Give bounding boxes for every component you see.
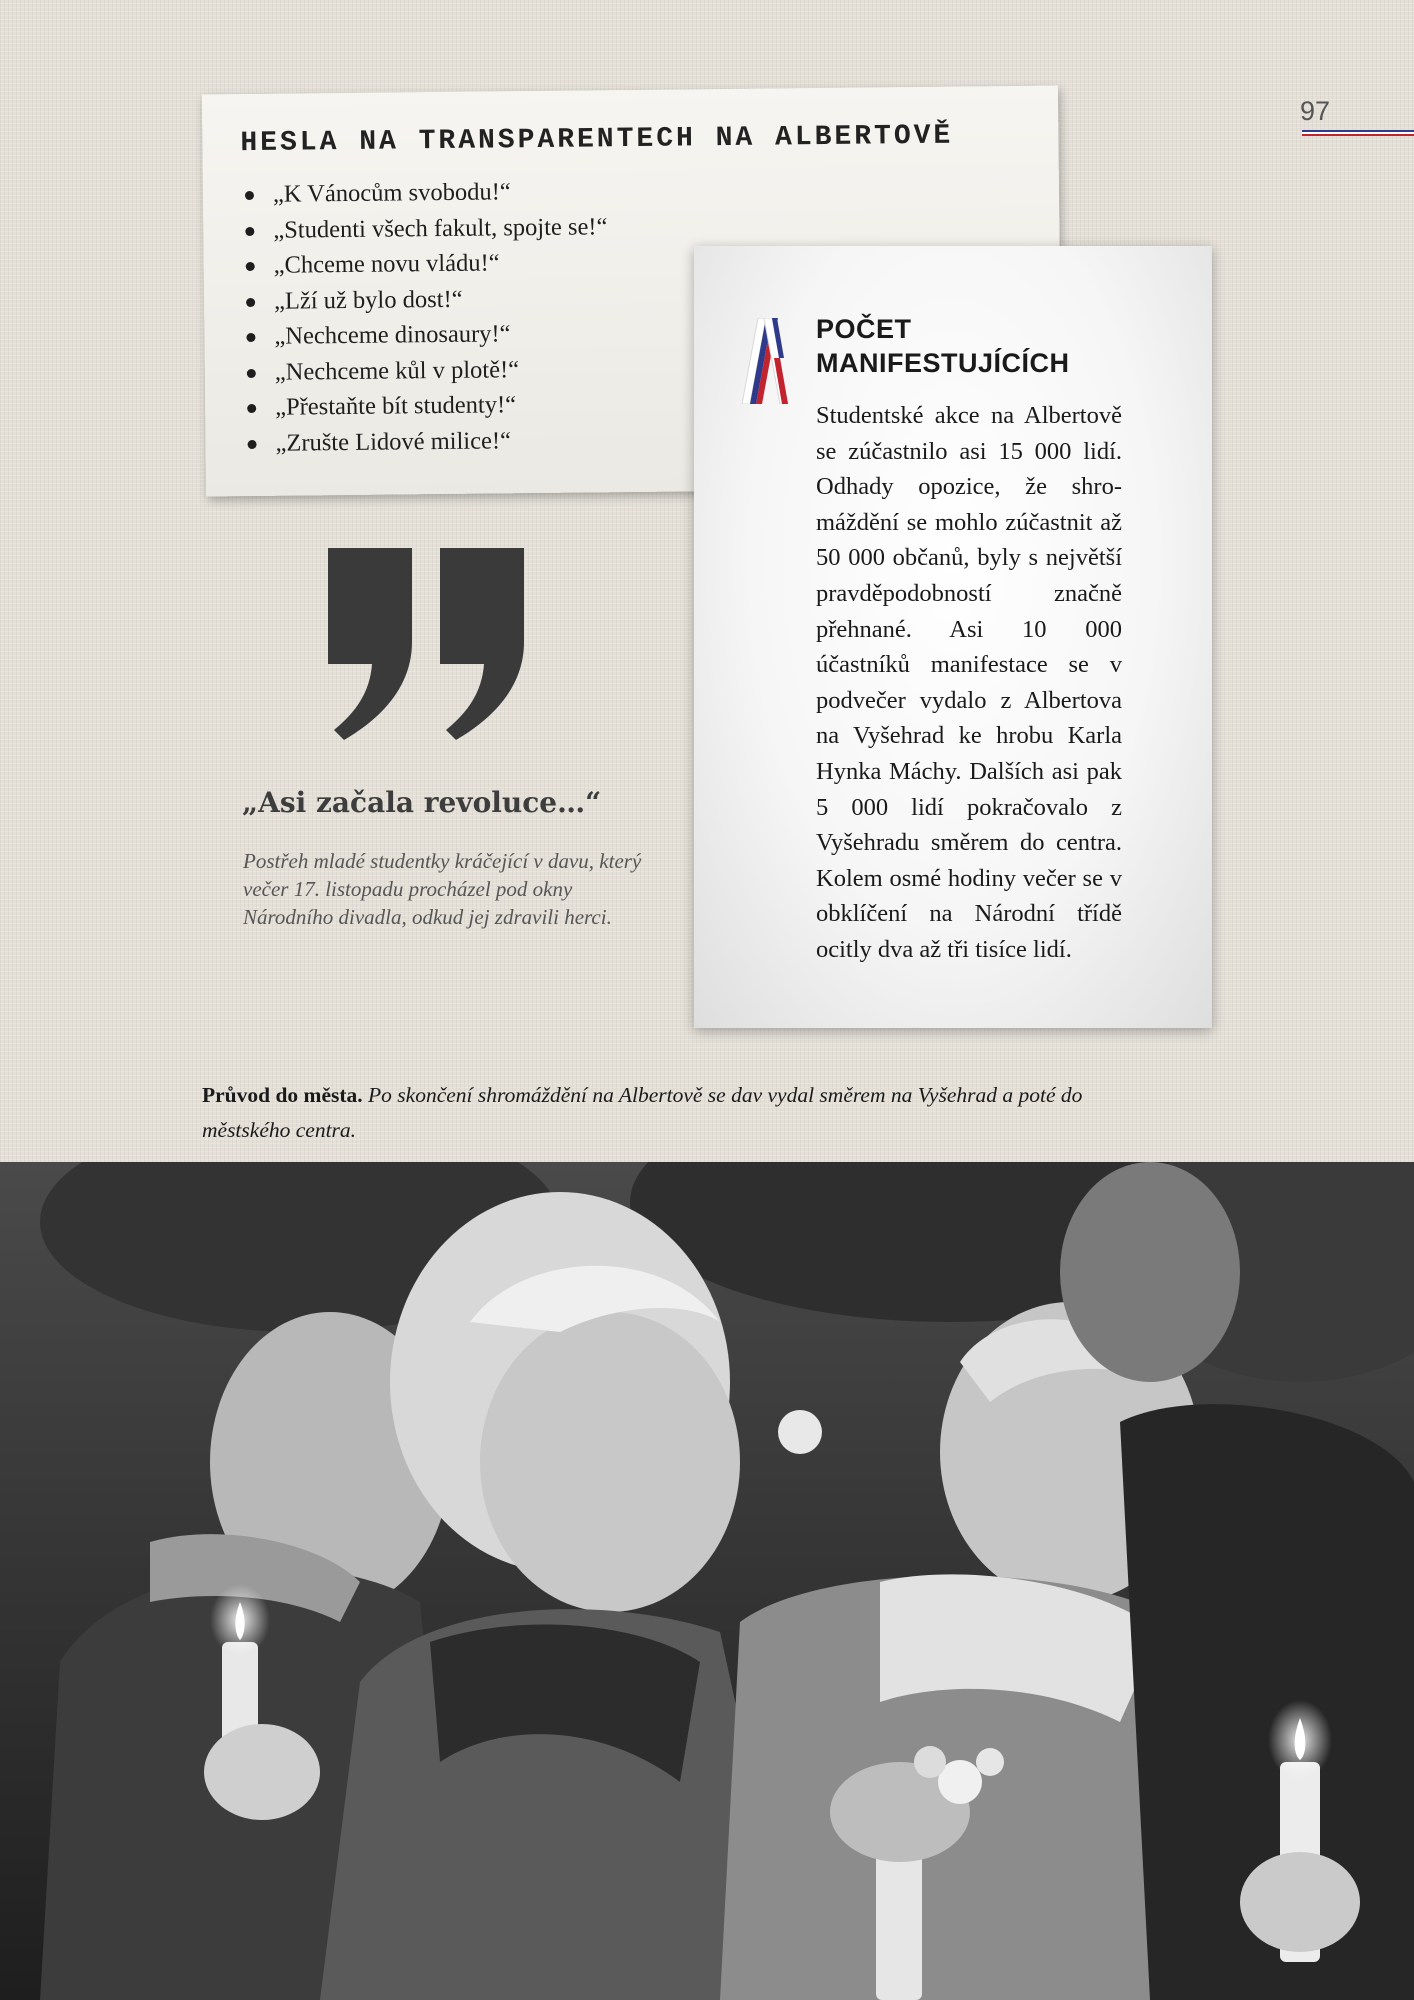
count-title-line: MANIFESTUJÍCÍCH xyxy=(816,348,1070,378)
photo-caption xyxy=(202,1078,1162,1148)
count-box xyxy=(694,246,1212,1028)
page-number: 97 xyxy=(1300,96,1331,126)
quote-text: „Asi začala revoluce…“ xyxy=(242,786,602,819)
count-text: Studentské akce na Albertově se zúčastnilo asi 15 000 lidí. Odhady opozice, že shromáždění se mohlo zúčastnit až 50 000 občanů, byly s největší pravděpodobností značně přehnané. Asi 10 000 účastníků manifestace se v podvečer vydalo z Albertova na Vyšehrad ke hrobu Karla Hynka Máchy. Dalších asi pak 5 000 lidí pokračovalo z Vyšehradu směrem do centra. Kolem osmé hodiny večer se v obklíčení na Národní třídě ocitly dva až tři tisíce lidí. xyxy=(816,402,1122,963)
list-item: „Chceme novu vládu!“ xyxy=(242,240,1060,284)
list-item: „Studenti všech fakult, spojte se!“ xyxy=(241,204,1059,248)
list-item: „Nechceme dinosaury!“ xyxy=(242,311,1060,355)
photo-caption-bold: Průvod do města. xyxy=(202,1083,363,1107)
crowd-photo xyxy=(0,1162,1414,2000)
count-title xyxy=(816,312,1176,380)
list-item: „Nechceme kůl v plotě!“ xyxy=(243,346,1061,390)
flag-ribbon-icon xyxy=(736,318,790,404)
page-number-rule xyxy=(1302,130,1414,136)
list-item: „Lží už bylo dost!“ xyxy=(242,275,1060,319)
slogans-title: HESLA NA TRANSPARENTECH NA ALBERTOVĚ xyxy=(240,120,954,160)
quote-caption: Postřeh mladé studentky kráčející v davu, který večer 17. listopadu procházel pod okny Národního divadla, odkud jej zdravili herci. xyxy=(243,849,642,929)
list-item: „Zrušte Lidové milice!“ xyxy=(243,417,1061,461)
quote-mark-icon xyxy=(322,546,530,740)
count-title-line: POČET xyxy=(816,314,912,344)
list-item: „Přestaňte bít studenty!“ xyxy=(243,382,1061,426)
crowd-photo-image xyxy=(0,1162,1414,2000)
list-item: „K Vánocům svobodu!“ xyxy=(241,169,1059,213)
photo-caption-italic: Po skončení shromáždění na Albertově se dav vydal směrem na Vyšehrad a poté do městského centra. xyxy=(202,1083,1083,1142)
